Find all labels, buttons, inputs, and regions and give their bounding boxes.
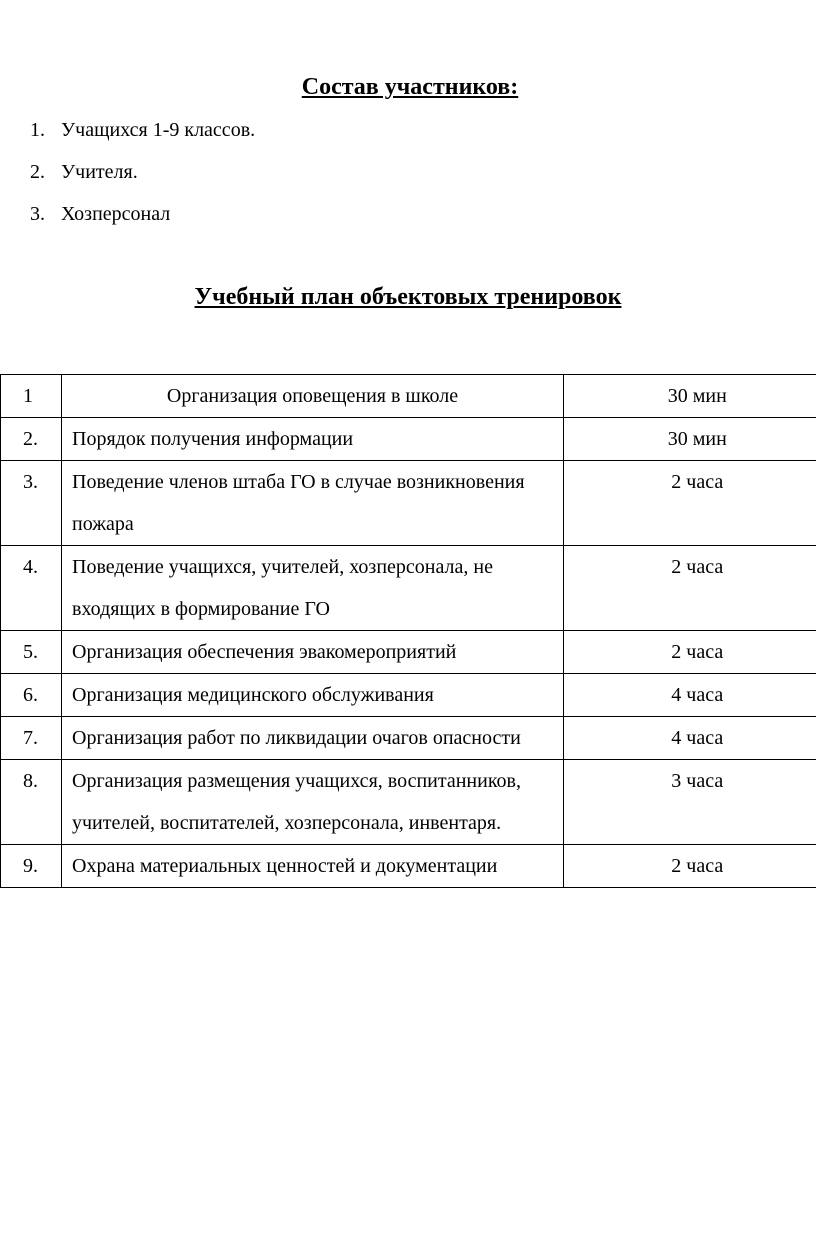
row-duration: 2 часа (564, 546, 816, 631)
row-number: 1 (1, 375, 62, 418)
list-item-number: 1. (30, 119, 45, 141)
row-topic: Организация медицинского обслуживания (62, 674, 564, 717)
row-topic: Организация размещения учащихся, воспитанников, учителей, воспитателей, хозперсонала, инвентаря. (62, 760, 564, 845)
table-row (1, 631, 816, 674)
plan-title: Учебный план объектовых тренировок (194, 284, 622, 310)
row-number: 8. (1, 760, 62, 845)
table-row (1, 461, 816, 546)
table-row (1, 418, 816, 461)
row-duration: 2 часа (564, 845, 816, 888)
table-row (1, 546, 816, 631)
list-item-text: Учителя. (61, 161, 138, 183)
list-item-text: Учащихся 1-9 классов. (61, 119, 256, 141)
row-number: 7. (1, 717, 62, 760)
row-number: 3. (1, 461, 62, 546)
row-topic: Организация работ по ликвидации очагов опасности (62, 717, 564, 760)
participants-title: Состав участников: (301, 74, 519, 100)
row-number: 4. (1, 546, 62, 631)
list-item (30, 156, 255, 198)
training-plan-table (0, 374, 816, 888)
row-duration: 4 часа (564, 717, 816, 760)
row-topic: Поведение учащихся, учителей, хозперсонала, не входящих в формирование ГО (62, 546, 564, 631)
row-number: 5. (1, 631, 62, 674)
participants-list (30, 114, 255, 240)
table-row (1, 674, 816, 717)
row-topic: Охрана материальных ценностей и документации (62, 845, 564, 888)
row-number: 9. (1, 845, 62, 888)
list-item-text: Хозперсонал (61, 203, 171, 225)
row-duration: 2 часа (564, 631, 816, 674)
row-duration: 2 часа (564, 461, 816, 546)
list-item-number: 2. (30, 161, 45, 183)
list-item-number: 3. (30, 203, 45, 225)
row-number: 6. (1, 674, 62, 717)
table-row (1, 760, 816, 845)
row-topic: Организация оповещения в школе (62, 375, 564, 418)
list-item (30, 198, 255, 240)
row-number: 2. (1, 418, 62, 461)
row-duration: 3 часа (564, 760, 816, 845)
row-duration: 4 часа (564, 674, 816, 717)
list-item (30, 114, 255, 156)
table-row (1, 717, 816, 760)
row-duration: 30 мин (564, 375, 816, 418)
table-row (1, 845, 816, 888)
row-topic: Поведение членов штаба ГО в случае возникновения пожара (62, 461, 564, 546)
row-duration: 30 мин (564, 418, 816, 461)
table-row (1, 375, 816, 418)
row-topic: Организация обеспечения эвакомероприятий (62, 631, 564, 674)
row-topic: Порядок получения информации (62, 418, 564, 461)
